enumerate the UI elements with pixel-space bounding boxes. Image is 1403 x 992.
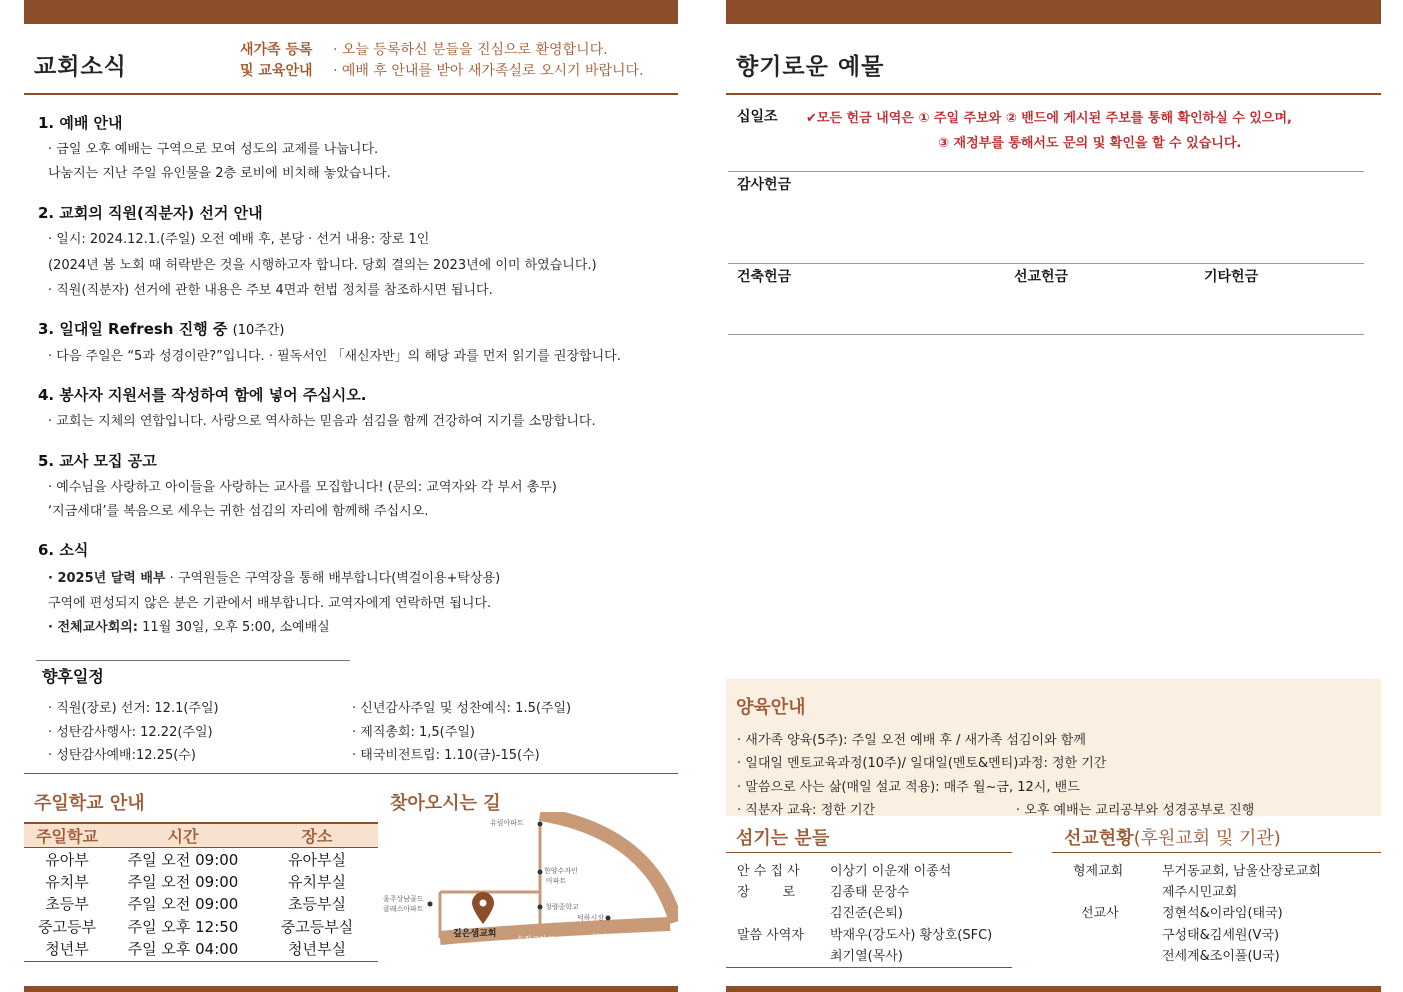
table-row (24, 938, 378, 961)
school-cell: 초등부 (45, 895, 89, 914)
map-label-ulju: 울주상남골드 (383, 895, 424, 903)
mission-names-1: 무거동교회, 남울산장로교회 (1162, 864, 1321, 879)
church-news-title: 교회소식 (34, 54, 127, 80)
mission-names-2: 제주시민교회 (1162, 885, 1238, 900)
offering-bottom-line (728, 334, 1364, 335)
time-cell: 주일 오후 12:50 (127, 917, 239, 936)
map-label-deokha: 덕하시장 (577, 914, 605, 922)
mission-names-3: 정현석&이라임(태국) (1162, 906, 1283, 921)
nurture-line-5: · 오후 예배는 교리공부와 성경공부로 진행 (1016, 803, 1255, 818)
section-4-heading: 4. 봉사자 지원서를 작성하여 함에 넣어 주십시오. (38, 386, 367, 404)
newcomer-line-2: · 예배 후 안내를 받아 새가족실로 오시기 바랍니다. (333, 63, 644, 79)
church-location-pin-icon (472, 892, 494, 924)
section-5-line-1: · 예수님을 사랑하고 아이들을 사랑하는 교사를 모집합니다! (문의: 교역자와 각 부서 총무) (48, 480, 557, 495)
newcomer-label-1: 새가족 등록 (240, 42, 313, 58)
offering-divider (726, 93, 1381, 95)
newcomer-line-1: · 오늘 등록하신 분들을 진심으로 환영합니다. (333, 42, 608, 58)
section-4-line-1: · 교회는 지체의 연합입니다. 사랑으로 역사하는 믿음과 섬김을 함께 건강하여 지기를 소망합니다. (48, 414, 596, 429)
map-label-cheongnyang: 청량중학교 (545, 903, 579, 911)
servers-top-line (726, 852, 1012, 853)
col-header-place: 장소 (256, 823, 378, 848)
map-label-hanyang-2: 아파트 (546, 877, 567, 885)
time-cell: 주일 오후 04:00 (127, 940, 239, 959)
server-names-2: 김종태 문장수 (830, 885, 910, 900)
map-label-hanyang: 한양수자인 (544, 867, 578, 875)
section-3-line-1: · 다음 주일은 “5과 성경이란?”입니다. · 필독서인 「새신자반」의 해당 과를 먼저 읽기를 권장합니다. (48, 349, 621, 364)
server-names-5: 최기열(목사) (830, 949, 903, 964)
mission-names-5: 전세계&조이풀(U국) (1162, 949, 1280, 964)
pin-center (480, 900, 487, 907)
schedule-col2-1: · 신년감사주일 및 성찬예식: 1.5(주일) (352, 701, 572, 716)
time-cell: 주일 오전 09:00 (127, 872, 239, 891)
yurim-dot (538, 822, 543, 827)
server-names-3: 김진준(은퇴) (830, 906, 903, 921)
church-news-divider (24, 93, 678, 95)
mission-names-4: 구성태&김세원(V국) (1162, 928, 1280, 943)
mission-label-3: 선교사 (1081, 906, 1119, 921)
school-cell: 중고등부 (38, 917, 96, 936)
tithe-bottom-line (728, 171, 1364, 172)
server-role-2: 장 로 (737, 885, 796, 900)
map-label-yurim: 유림아파트 (490, 819, 524, 827)
schedule-col1-3: · 성탄감사예배:12.25(수) (48, 748, 196, 763)
missions-title-paren: (후원교회 및 기관) (1133, 828, 1281, 849)
section-2-line-3: · 직원(직분자) 선거에 관한 내용은 주보 4면과 헌법 정치를 참조하시면 됩니다. (48, 283, 493, 298)
school-cell: 유치부 (45, 872, 89, 891)
place-cell: 유아부실 (288, 850, 346, 869)
section-3-heading-small: (10주간) (232, 323, 285, 338)
directions-title: 찾아오시는 길 (390, 793, 501, 814)
sunday-school-table (24, 822, 378, 960)
school-cell: 청년부 (45, 940, 89, 959)
table-row (24, 870, 378, 893)
section-6-heading: 6. 소식 (38, 541, 89, 559)
right-bottom-bar (726, 986, 1381, 992)
right-top-bar (726, 0, 1381, 24)
thanks-bottom-line (728, 263, 1364, 264)
hanyang-dot (538, 870, 543, 875)
mission-offering-label: 선교헌금 (1014, 269, 1069, 285)
news-calendar-line-2: 구역에 편성되지 않은 분은 기관에서 배부합니다. 교역자에게 연락하면 됩니다. (48, 596, 492, 611)
nurture-line-2: · 일대일 멘토교육과정(10주)/ 일대일(멘토&멘티)과정: 정한 기간 (737, 756, 1107, 771)
map-label-church: 깊은샘교회 (453, 929, 497, 939)
map-label-road-1: 송진교차로 (516, 935, 555, 944)
nurture-line-1: · 새가족 양육(5주): 주일 오전 예배 후 / 새가족 섬김이와 함께 (737, 733, 1086, 748)
news-teacher-text: 11월 30일, 오후 5:00, 소예배실 (138, 620, 330, 635)
nurture-title: 양육안내 (736, 697, 806, 718)
offering-title: 향기로운 예물 (736, 54, 885, 80)
section-1-heading: 1. 예배 안내 (38, 114, 123, 132)
offering-notice-line-1: ✔모든 헌금 내역은 ① 주일 주보와 ② 밴드에 게시된 주보를 통해 확인하실 수 있으며, (806, 111, 1292, 126)
missions-title (1064, 824, 1281, 850)
servers-bottom-line (726, 967, 1012, 968)
server-role-4: 말씀 사역자 (737, 928, 804, 943)
sunday-school-header-row (24, 823, 378, 848)
section-3-heading-text: 3. 일대일 Refresh 진행 중 (38, 320, 228, 338)
section-1-line-1: · 금일 오후 예배는 구역으로 모여 성도의 교제를 나눕니다. (48, 142, 379, 157)
nurture-line-3: · 말씀으로 사는 삶(매일 설교 적용): 매주 월~금, 12시, 밴드 (737, 780, 1080, 795)
section-5-line-2: ‘지금세대’를 복음으로 세우는 귀한 섬김의 자리에 함께해 주십시오. (48, 504, 429, 519)
news-calendar-bold: · 2025년 달력 배부 (48, 571, 166, 586)
server-names-4: 박재우(강도사) 황상호(SFC) (830, 928, 993, 943)
col-header-time: 시간 (110, 823, 256, 848)
tithe-label: 십일조 (737, 109, 778, 125)
left-bottom-bar (24, 986, 678, 992)
servers-title: 섬기는 분들 (736, 828, 830, 849)
section-5-heading: 5. 교사 모집 공고 (38, 452, 157, 470)
news-calendar-text: · 구역원들은 구역장을 통해 배부합니다(벽걸이용+탁상용) (165, 571, 501, 586)
other-offering-label: 기타헌금 (1204, 269, 1259, 285)
place-cell: 초등부실 (288, 895, 346, 914)
building-offering-label: 건축헌금 (737, 269, 792, 285)
sunday-school-title: 주일학교 안내 (34, 793, 145, 814)
missions-title-main: 선교현황 (1064, 828, 1134, 849)
col-header-school: 주일학교 (24, 823, 110, 848)
schedule-bottom-line (24, 773, 678, 774)
table-row (24, 893, 378, 916)
time-cell: 주일 오전 09:00 (127, 850, 239, 869)
cheongnyang-dot (538, 905, 543, 910)
table-row (24, 848, 378, 871)
section-2-heading: 2. 교회의 직원(직분자) 선거 안내 (38, 204, 263, 222)
schedule-top-line (36, 660, 350, 661)
news-teacher-line (48, 616, 330, 635)
section-2-line-2: (2024년 봄 노회 때 허락받은 것을 시행하고자 합니다. 당회 결의는 2023년에 이미 하였습니다.) (48, 258, 597, 273)
server-names-1: 이상기 이운재 이종석 (830, 864, 952, 879)
schedule-col2-3: · 태국비전트립: 1.10(금)-15(수) (352, 748, 540, 763)
place-cell: 청년부실 (288, 940, 346, 959)
news-calendar-line (48, 567, 500, 586)
nurture-line-4: · 직분자 교육: 정한 기간 (737, 803, 876, 818)
time-cell: 주일 오전 09:00 (127, 895, 239, 914)
news-teacher-bold: · 전체교사회의: (48, 620, 139, 635)
left-top-bar (24, 0, 678, 24)
section-3-heading (38, 318, 284, 339)
map-label-ulju-2: 클래스아파트 (383, 905, 424, 913)
schedule-title: 향후일정 (42, 667, 104, 686)
server-role-1: 안 수 집 사 (737, 864, 800, 879)
schedule-col1-1: · 직원(장로) 선거: 12.1(주일) (48, 701, 219, 716)
offering-notice-line-2: ③ 재정부를 통해서도 문의 및 확인을 할 수 있습니다. (938, 136, 1242, 151)
schedule-col1-2: · 성탄감사행사: 12.22(주일) (48, 725, 213, 740)
thanks-offering-label: 감사헌금 (737, 177, 792, 193)
newcomer-label-2: 및 교육안내 (240, 63, 313, 79)
deokha-dot (606, 916, 611, 921)
school-cell: 유아부 (45, 850, 89, 869)
schedule-col2-2: · 제직총회: 1,5(주일) (352, 725, 475, 740)
section-2-line-1: · 일시: 2024.12.1.(주일) 오전 예배 후, 본당 · 선거 내용: 장로 1인 (48, 232, 430, 247)
newcomer-label (240, 40, 313, 82)
table-row (24, 915, 378, 938)
sunday-school-bottom-line (24, 961, 378, 962)
newcomer-text (333, 40, 644, 82)
ulju-dot (428, 902, 433, 907)
missions-top-line (1052, 852, 1381, 853)
mission-label-1: 형제교회 (1073, 864, 1124, 879)
place-cell: 유치부실 (288, 872, 346, 891)
section-1-line-2: 나눔지는 지난 주일 유인물을 2층 로비에 비치해 놓았습니다. (48, 166, 391, 181)
map-label-road-2: 청당삼거리 (592, 933, 631, 942)
place-cell: 중고등부실 (280, 917, 354, 936)
